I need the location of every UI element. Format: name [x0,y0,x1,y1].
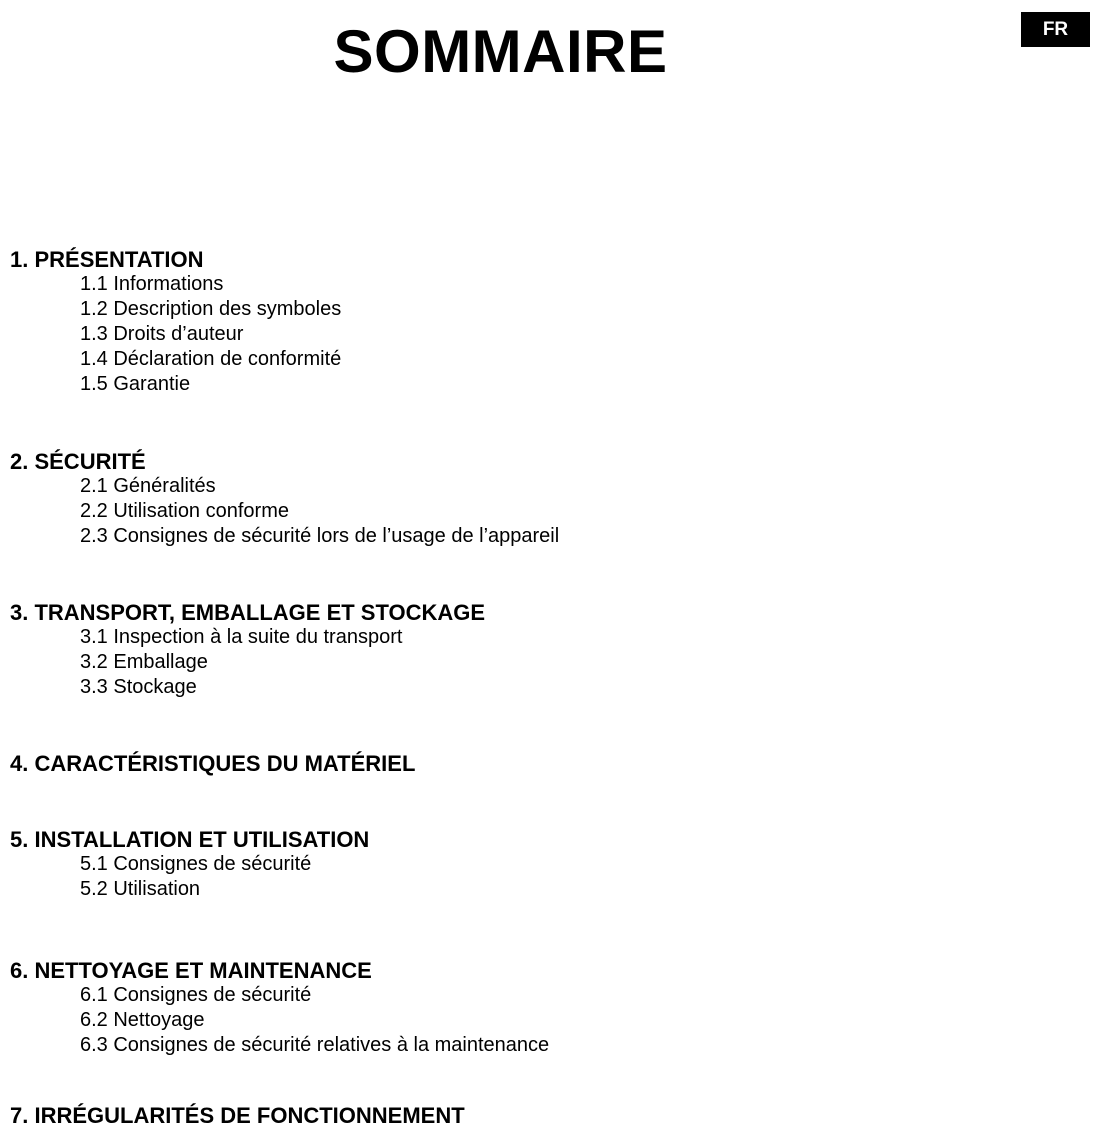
subsection-item: 2.1 Généralités [80,475,216,497]
subsection-item: 3.1 Inspection à la suite du transport [80,626,403,648]
section-heading: 4. CARACTÉRISTIQUES DU MATÉRIEL [10,751,416,776]
subsection-item: 1.1 Informations [80,273,224,295]
subsection-item: 1.3 Droits d’auteur [80,323,244,345]
section-heading: 2. SÉCURITÉ [10,449,146,474]
toc-section [10,449,1090,549]
subsection-item: 2.2 Utilisation conforme [80,500,289,522]
subsection-list [10,983,1090,1058]
section-heading: 5. INSTALLATION ET UTILISATION [10,827,370,852]
subsection-list [10,272,1090,397]
section-heading: 1. PRÉSENTATION [10,247,204,272]
toc-section [10,958,1090,1058]
subsection-item: 5.2 Utilisation [80,878,201,900]
section-heading: 3. TRANSPORT, EMBALLAGE ET STOCKAGE [10,600,486,625]
toc-section [10,600,1090,700]
subsection-list [10,852,1090,902]
subsection-list [10,625,1090,700]
subsection-item: 2.3 Consignes de sécurité lors de l’usage de l’appareil [80,525,560,547]
language-badge: FR [1021,12,1090,47]
subsection-item: 1.5 Garantie [80,373,191,395]
subsection-list [10,474,1090,549]
subsection-item: 1.2 Description des symboles [80,298,342,320]
toc-section [10,247,1090,397]
subsection-item: 3.2 Emballage [80,651,208,673]
subsection-item: 6.2 Nettoyage [80,1009,205,1031]
subsection-item: 6.3 Consignes de sécurité relatives à la maintenance [80,1034,550,1056]
subsection-item: 5.1 Consignes de sécurité [80,853,312,875]
toc-section [10,751,1090,776]
page-title: SOMMAIRE [333,18,668,85]
section-heading: 7. IRRÉGULARITÉS DE FONCTIONNEMENT [10,1103,465,1128]
toc-section [10,827,1090,902]
section-heading: 6. NETTOYAGE ET MAINTENANCE [10,958,372,983]
subsection-item: 6.1 Consignes de sécurité [80,984,312,1006]
toc-section [10,1103,1090,1128]
subsection-item: 3.3 Stockage [80,676,197,698]
subsection-item: 1.4 Déclaration de conformité [80,348,342,370]
